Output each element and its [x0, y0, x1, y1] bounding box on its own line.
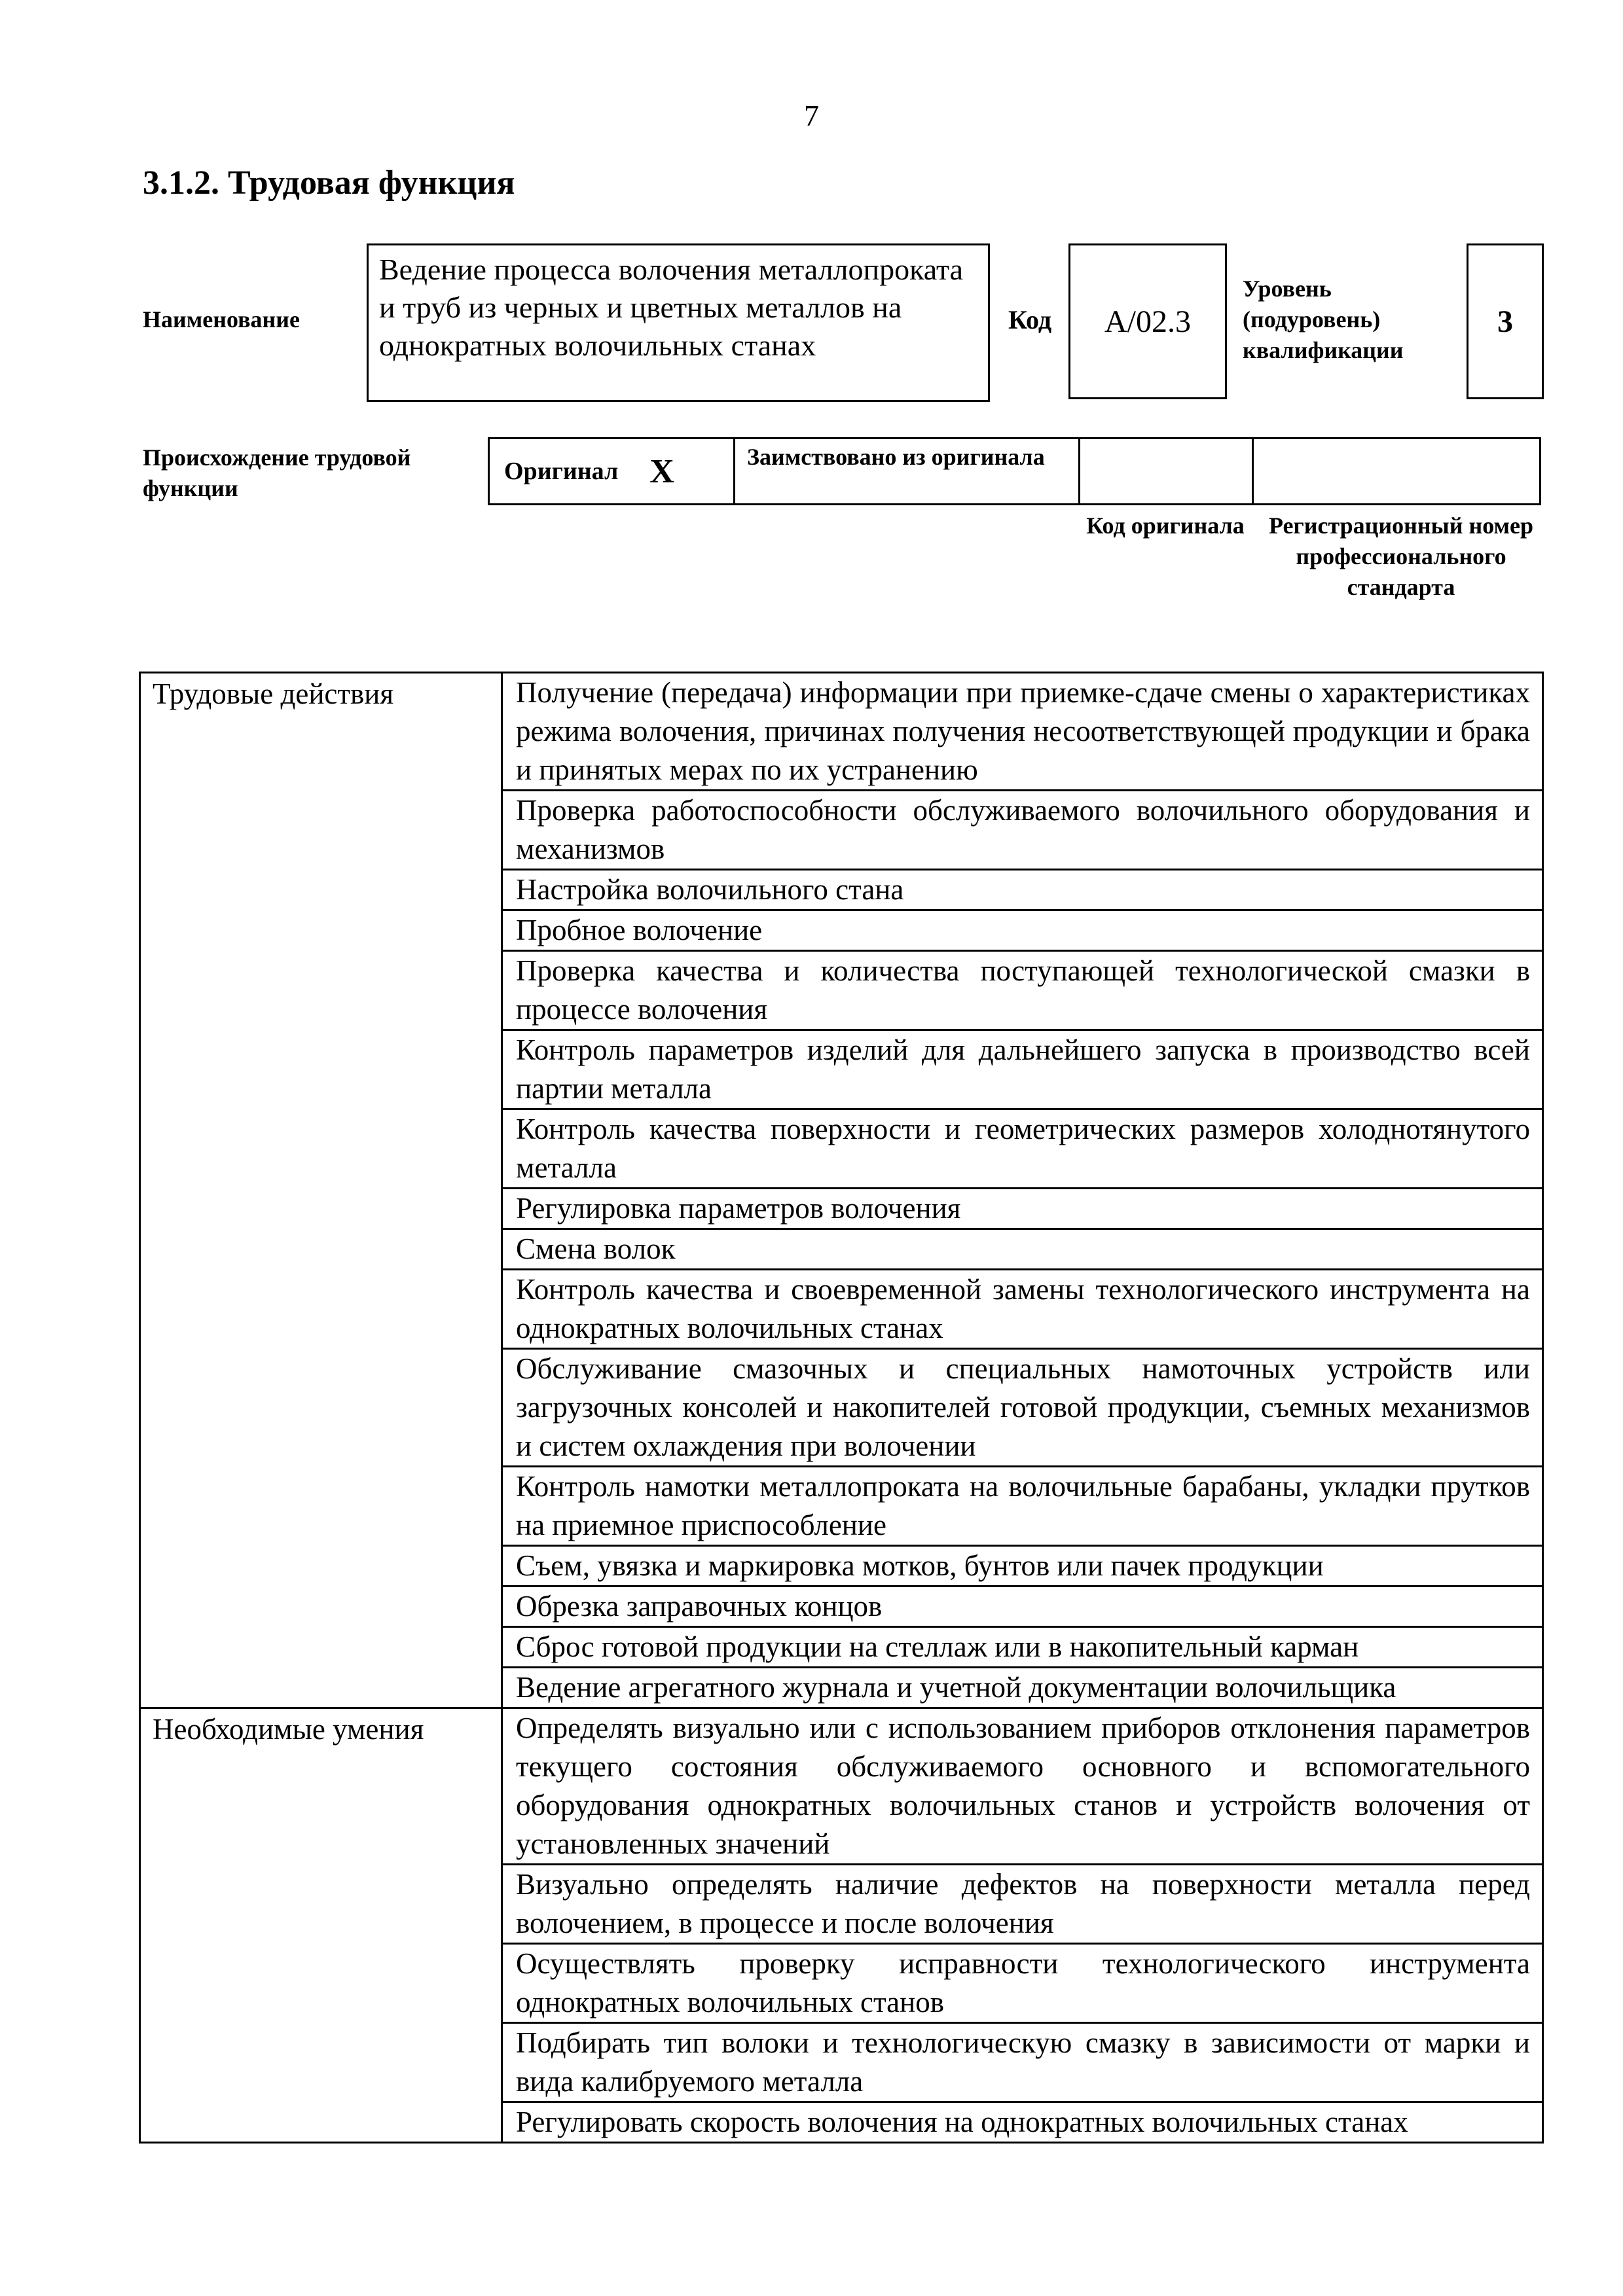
original-code-cell [1078, 437, 1254, 505]
name-label: Наименование [143, 306, 300, 332]
labor-actions-item: Сброс готовой продукции на стеллаж или в накопительный карман [502, 1627, 1543, 1668]
labor-actions-item: Контроль параметров изделий для дальнейшего запуска в производство всей партии металла [502, 1030, 1543, 1109]
required-skills-item: Осуществлять проверку исправности технологического инструмента однократных волочильных станов [502, 1944, 1543, 2023]
origin-label: Происхождение трудовой функции [143, 444, 411, 501]
labor-actions-item: Пробное волочение [502, 910, 1543, 951]
origin-original-cell [488, 437, 735, 505]
labor-actions-item: Контроль качества поверхности и геометрических размеров холоднотянутого металла [502, 1109, 1543, 1189]
labor-actions-item: Смена волок [502, 1229, 1543, 1270]
labor-actions-item: Настройка волочильного стана [502, 870, 1543, 910]
labor-actions-item: Ведение агрегатного журнала и учетной документации волочильщика [502, 1668, 1543, 1708]
registration-number-cell [1252, 437, 1541, 505]
labor-actions-item: Обслуживание смазочных и специальных намоточных устройств или загрузочных консолей и накопителей готовой продукции, съемных механизмов и систем охлаждения при волочении [502, 1349, 1543, 1467]
labor-actions-item: Контроль качества и своевременной замены технологического инструмента на однократных волочильных станах [502, 1270, 1543, 1349]
section-title: 3.1.2. Трудовая функция [143, 164, 515, 202]
labor-actions-item: Обрезка заправочных концов [502, 1587, 1543, 1627]
labor-actions-item: Получение (передача) информации при приемке-сдаче смены о характеристиках режима волочения, причинах получения несоответствующей продукции и брака и принятых мерах по их устранению [502, 673, 1543, 791]
function-name-value: Ведение процесса волочения металлопроката и труб из черных и цветных металлов на однократных волочильных станах [367, 243, 990, 402]
registration-number-caption: Регистрационный номер профессионального стандарта [1268, 512, 1534, 600]
required-skills-header: Необходимые умения [140, 1708, 502, 2143]
labor-actions-item: Проверка работоспособности обслуживаемого волочильного оборудования и механизмов [502, 791, 1543, 870]
required-skills-item: Определять визуально или с использованием приборов отклонения параметров текущего состояния обслуживаемого основного и вспомогательного оборудования однократных волочильных станов и устройств волочения от установленных значений [502, 1708, 1543, 1865]
function-details-table [139, 672, 1544, 2144]
original-label: Оригинал [504, 457, 619, 485]
page-number: 7 [804, 99, 819, 132]
table-row [140, 1708, 1543, 1865]
code-value: A/02.3 [1068, 243, 1227, 399]
origin-table [490, 437, 1545, 505]
borrowed-label: Заимствовано из оригинала [733, 437, 1080, 505]
code-label: Код [1008, 305, 1052, 334]
qualification-level-value: 3 [1467, 243, 1544, 399]
required-skills-item: Регулировать скорость волочения на однократных волочильных станах [502, 2102, 1543, 2143]
original-code-caption: Код оригинала [1086, 512, 1245, 539]
labor-actions-item: Съем, увязка и маркировка мотков, бунтов или пачек продукции [502, 1546, 1543, 1587]
required-skills-item: Подбирать тип волоки и технологическую смазку в зависимости от марки и вида калибруемого металла [502, 2023, 1543, 2102]
required-skills-item: Визуально определять наличие дефектов на поверхности металла перед волочением, в процессе и после волочения [502, 1865, 1543, 1944]
labor-actions-item: Контроль намотки металлопроката на волочильные барабаны, укладки прутков на приемное приспособление [502, 1467, 1543, 1546]
qualification-level-label: Уровень (подуровень) квалификации [1243, 276, 1404, 363]
labor-actions-item: Проверка качества и количества поступающей технологической смазки в процессе волочения [502, 951, 1543, 1030]
original-mark: X [649, 452, 674, 490]
table-row [140, 673, 1543, 791]
labor-actions-header: Трудовые действия [140, 673, 502, 1708]
labor-actions-item: Регулировка параметров волочения [502, 1189, 1543, 1229]
